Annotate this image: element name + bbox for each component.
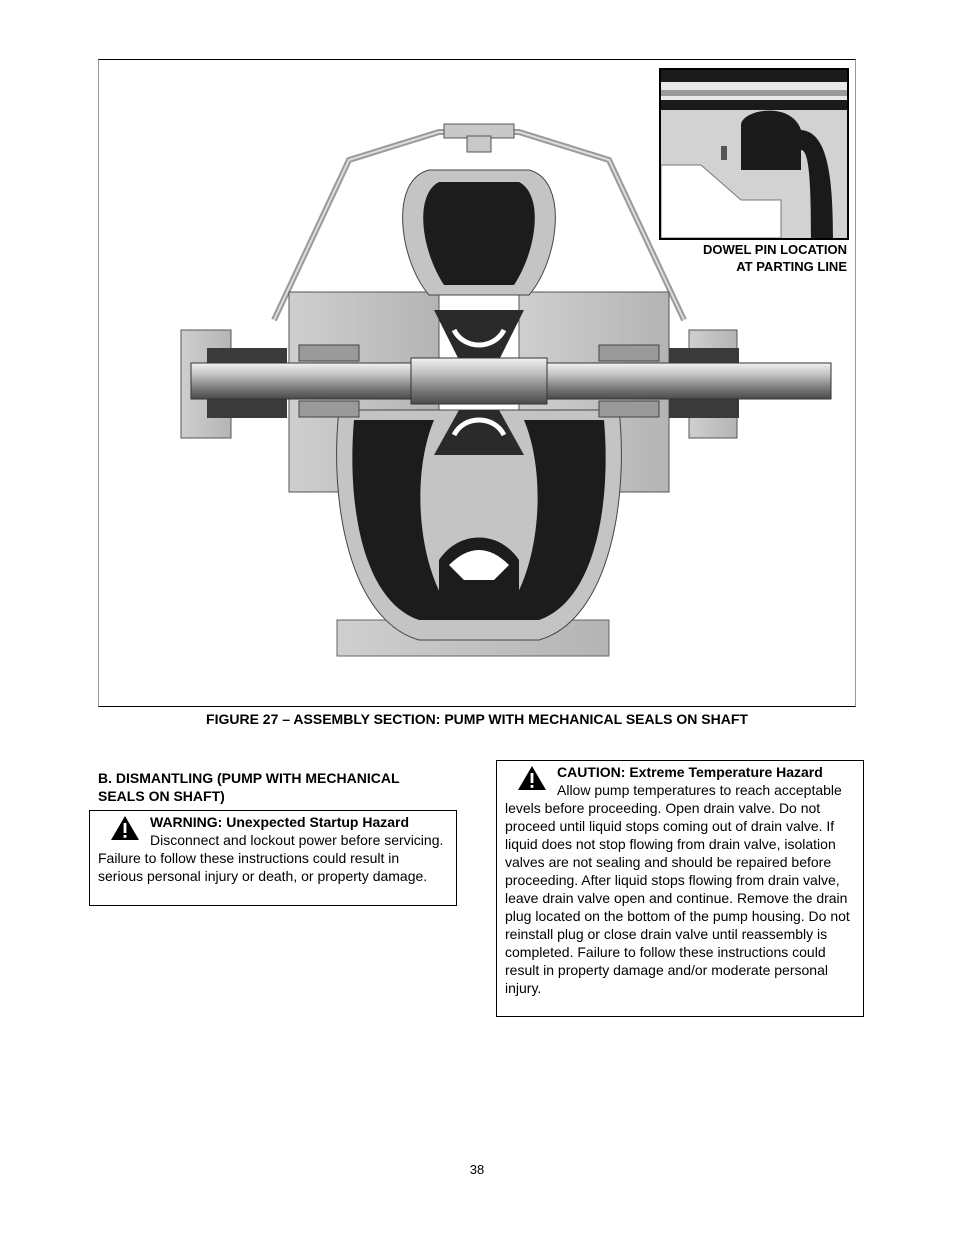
warning-body: Disconnect and lockout power before servicing. Failure to follow these instructions could result in serious personal injury or death, or property damage. xyxy=(98,832,444,884)
caution-triangle-icon xyxy=(517,765,547,791)
dowel-pin-inset xyxy=(659,68,849,240)
warning-title: WARNING: Unexpected Startup Hazard xyxy=(150,814,410,830)
pump-section-figure xyxy=(98,59,856,707)
caution-title: CAUTION: Extreme Temperature Hazard xyxy=(557,764,823,780)
page-number: 38 xyxy=(469,1162,485,1177)
inset-caption: DOWEL PIN LOCATION AT PARTING LINE xyxy=(703,242,847,274)
figure-caption: FIGURE 27 – ASSEMBLY SECTION: PUMP WITH MECHANICAL SEALS ON SHAFT xyxy=(206,711,748,727)
warning-triangle-icon xyxy=(110,815,140,841)
caution-body: Allow pump temperatures to reach acceptable levels before proceeding. Open drain valve. Do not proceed until liquid stops coming out of drain valve. If liquid does not stop flowing from drain valve, isolation valves are not sealing and should be repaired before proceeding. After liquid stops flowing from drain valve, leave drain valve open and continue. Remove the drain plug located on the bottom of the pump housing. Do not reinstall plug or close drain valve until reassembly is completed. Failure to follow these instructions could result in property damage and/or moderate personal injury. xyxy=(505,782,850,996)
warning-box xyxy=(89,810,457,906)
caution-box xyxy=(496,760,864,1017)
section-heading: B. DISMANTLING (PUMP WITH MECHANICAL SEALS ON SHAFT) xyxy=(98,770,400,804)
dowel-pin-detail-illustration xyxy=(661,70,847,238)
